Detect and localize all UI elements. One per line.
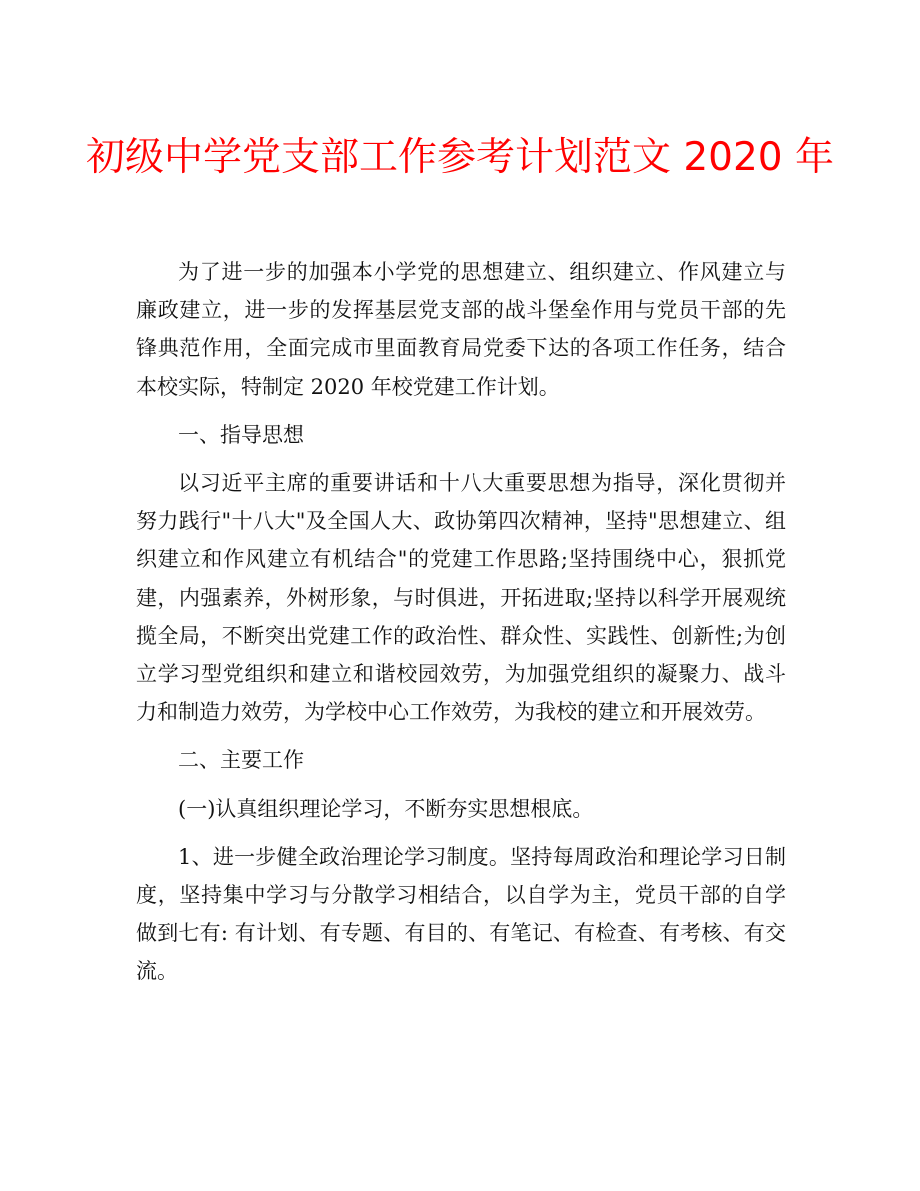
intro-paragraph: 为了进一步的加强本小学党的思想建立、组织建立、作风建立与廉政建立，进一步的发挥基层党支部的战斗堡垒作用与党员干部的先锋典范作用，全面完成市里面教育局党委下达的各项工作任务，结合本校实际，特制定 2020 年校党建工作计划。 — [136, 260, 786, 399]
section-heading-guiding-ideology: 一、指导思想 — [178, 422, 304, 447]
document-title: 初级中学党支部工作参考计划范文 2020 年 — [85, 135, 835, 180]
document-body — [136, 253, 786, 991]
subsection-heading-theory-study: (一)认真组织理论学习，不断夯实思想根底。 — [178, 796, 594, 821]
guiding-ideology-paragraph: 以习近平主席的重要讲话和十八大重要思想为指导，深化贯彻并努力践行"十八大"及全国人大、政协第四次精神，坚持"思想建立、组织建立和作风建立有机结合"的党建工作思路;坚持围绕中心，狠抓党建，内强素养，外树形象，与时俱进，开拓进取;坚持以科学开展观统揽全局，不断突出党建工作的政治性、群众性、实践性、创新性;为创立学习型党组织和建立和谐校园效劳，为加强党组织的凝聚力、战斗力和制造力效劳，为学校中心工作效劳，为我校的建立和开展效劳。 — [136, 471, 786, 725]
section-heading-main-work: 二、主要工作 — [178, 748, 304, 773]
item-1-paragraph: 1、进一步健全政治理论学习制度。坚持每周政治和理论学习日制度，坚持集中学习与分散学习相结合，以自学为主，党员干部的自学做到七有: 有计划、有专题、有目的、有笔记、有检查、有考核、有交流。 — [136, 844, 786, 984]
